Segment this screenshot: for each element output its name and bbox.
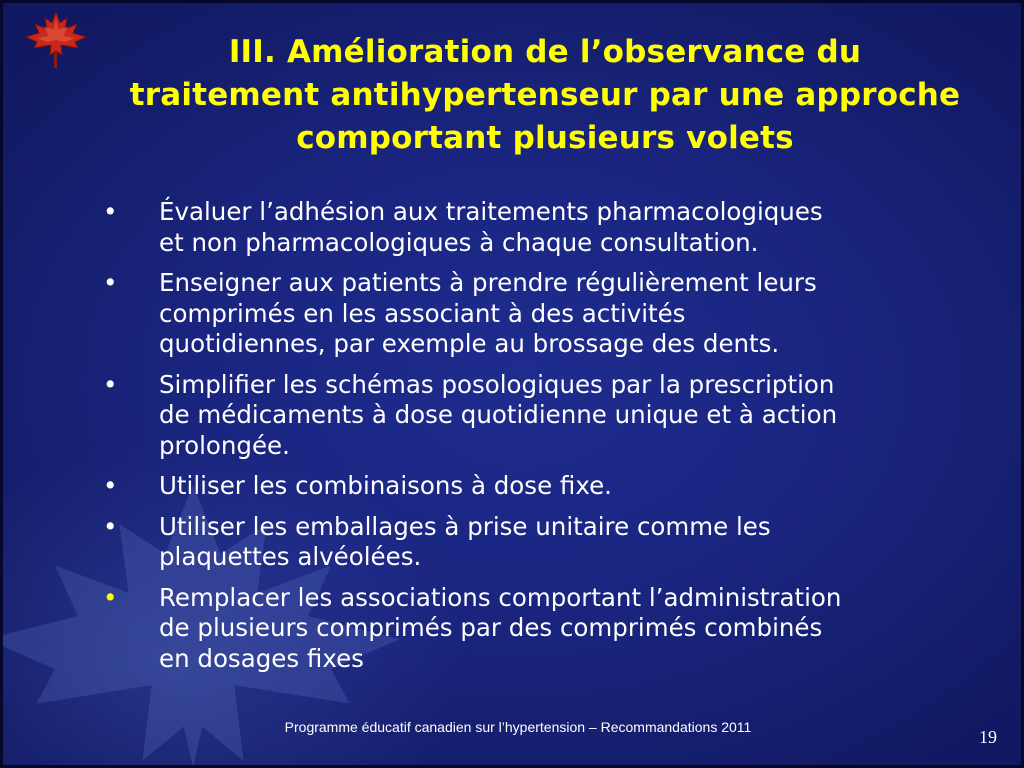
bullet-mark: • bbox=[103, 369, 118, 399]
bullet-item bbox=[103, 268, 963, 360]
bullet-line: Utiliser les combinaisons à dose fixe. bbox=[159, 471, 612, 500]
title-line-2: traitement antihypertenseur par une approche bbox=[129, 77, 961, 113]
bullet-mark: • bbox=[103, 511, 118, 541]
bullet-line: en dosages fixes bbox=[159, 643, 364, 673]
bullet-line: prolongée. bbox=[159, 430, 290, 460]
bullet-mark: • bbox=[103, 268, 118, 297]
bullet-mark: • bbox=[103, 197, 118, 226]
bullet-mark: • bbox=[103, 471, 118, 500]
bullet-line: plaquettes alvéolées. bbox=[159, 542, 422, 571]
bullet-item bbox=[103, 583, 963, 675]
title-line-1: III. Amélioration de l’observance du bbox=[228, 34, 862, 70]
bullet-line: Enseigner aux patients à prendre régulièrement leurs bbox=[159, 268, 817, 297]
bullet-line: comprimés en les associant à des activités bbox=[159, 298, 686, 328]
bullet-item bbox=[103, 512, 963, 573]
bullet-item bbox=[103, 197, 963, 258]
title-line-3: comportant plusieurs volets bbox=[296, 120, 794, 156]
page-number: 19 bbox=[979, 727, 997, 747]
bullet-item bbox=[103, 370, 963, 462]
bullet-item bbox=[103, 471, 963, 502]
bullet-line: Simplifier les schémas posologiques par la prescription bbox=[159, 369, 835, 399]
bullet-line: quotidiennes, par exemple au brossage des dents. bbox=[159, 329, 780, 358]
slide-title bbox=[63, 31, 1024, 160]
bullet-line: Utiliser les emballages à prise unitaire comme les bbox=[159, 511, 771, 541]
bullet-line: Remplacer les associations comportant l’administration bbox=[159, 582, 842, 612]
bullet-mark: • bbox=[103, 582, 118, 612]
bullet-list bbox=[103, 197, 963, 684]
bullet-line: de médicaments à dose quotidienne unique et à action bbox=[159, 400, 838, 429]
bullet-line: Évaluer l’adhésion aux traitements pharmacologiques bbox=[159, 197, 823, 226]
bullet-line: de plusieurs comprimés par des comprimés combinés bbox=[159, 613, 823, 642]
footer-text: Programme éducatif canadien sur l’hypertension – Recommandations 2011 bbox=[284, 719, 752, 735]
bullet-line: et non pharmacologiques à chaque consultation. bbox=[159, 227, 759, 257]
